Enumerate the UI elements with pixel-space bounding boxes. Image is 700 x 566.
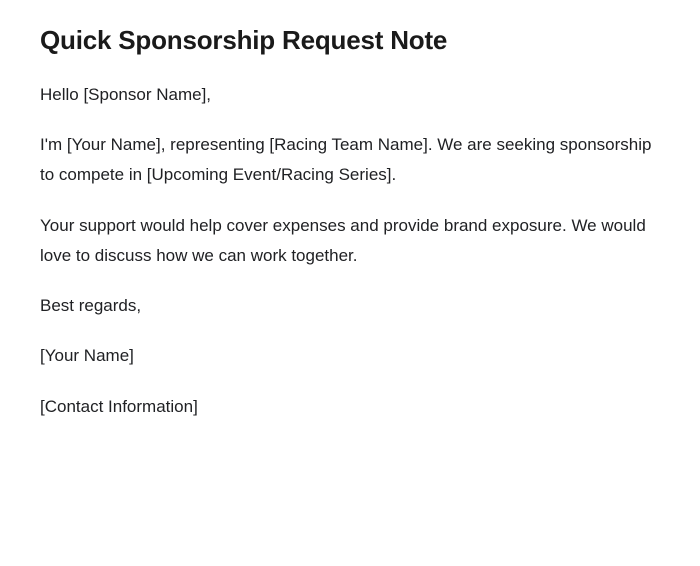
paragraph-greeting: Hello [Sponsor Name], — [40, 84, 212, 104]
paragraph-contact-information: [Contact Information] — [40, 396, 198, 416]
document-body — [40, 80, 660, 422]
paragraph-closing: Best regards, — [40, 296, 142, 316]
page-title: Quick Sponsorship Request Note — [40, 25, 448, 55]
paragraph-introduction: I'm [Your Name], representing [Racing Team Name]. We are seeking sponsorship to compete in [Upcoming Event/Racing Series]. — [40, 135, 652, 185]
paragraph-signature-name: [Your Name] — [40, 346, 134, 366]
paragraph-support-request: Your support would help cover expenses and provide brand exposure. We would love to discuss how we can work together. — [40, 215, 646, 265]
